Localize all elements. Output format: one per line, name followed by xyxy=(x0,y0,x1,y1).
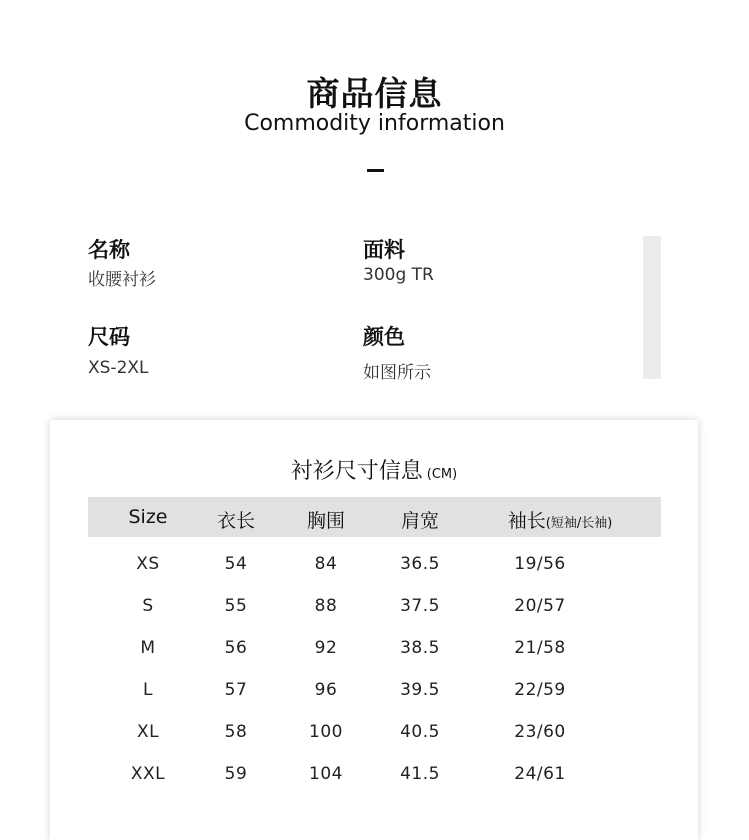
size-table-card xyxy=(50,420,698,840)
th-size-text: Size xyxy=(128,506,168,528)
table-row xyxy=(50,680,698,710)
table-cell: 57 xyxy=(224,680,248,700)
table-row xyxy=(50,554,698,584)
table-cell: 24/61 xyxy=(514,764,566,784)
table-cell: 37.5 xyxy=(400,596,440,616)
table-cell: 36.5 xyxy=(400,554,440,574)
table-cell: XS xyxy=(136,554,160,574)
table-cell: 20/57 xyxy=(514,596,566,616)
spec-name-value: 收腰衬衫 xyxy=(88,270,156,290)
size-table-header xyxy=(88,497,661,537)
table-cell: 19/56 xyxy=(514,554,566,574)
table-cell: 100 xyxy=(309,722,343,742)
th-shoulder-text: 肩宽 xyxy=(400,510,440,532)
size-table-title xyxy=(50,454,698,485)
table-cell: 23/60 xyxy=(514,722,566,742)
th-size xyxy=(128,506,167,528)
table-cell: 96 xyxy=(314,680,338,700)
th-length-text: 衣长 xyxy=(216,510,256,532)
table-cell: 38.5 xyxy=(400,638,440,658)
spec-fabric-label: 面料 xyxy=(363,238,405,262)
table-cell: 84 xyxy=(314,554,338,574)
table-cell: XL xyxy=(136,722,160,742)
table-cell: 21/58 xyxy=(514,638,566,658)
table-cell: 54 xyxy=(224,554,248,574)
th-sleeve xyxy=(508,506,613,533)
table-cell: 40.5 xyxy=(400,722,440,742)
spec-color-value: 如图所示 xyxy=(363,363,431,383)
size-table-title-text: 衬衫尺寸信息 xyxy=(290,459,423,484)
table-cell: S xyxy=(142,596,154,616)
table-cell: 59 xyxy=(224,764,248,784)
table-cell: 41.5 xyxy=(400,764,440,784)
table-row xyxy=(50,764,698,794)
th-chest xyxy=(307,506,345,533)
table-row xyxy=(50,596,698,626)
table-row xyxy=(50,638,698,668)
table-cell: 58 xyxy=(224,722,248,742)
th-length xyxy=(217,506,255,533)
page-title: 商品信息 xyxy=(306,74,443,113)
th-shoulder xyxy=(401,506,439,533)
table-cell: XXL xyxy=(130,764,166,784)
scrollbar[interactable] xyxy=(643,236,661,379)
table-cell: 104 xyxy=(309,764,343,784)
title-divider xyxy=(367,169,384,172)
spec-name-label: 名称 xyxy=(88,238,130,262)
spec-fabric-value: 300g TR xyxy=(363,265,434,285)
spec-color-label: 颜色 xyxy=(363,325,405,349)
table-cell: L xyxy=(143,680,153,700)
th-chest-text: 胸围 xyxy=(306,510,346,532)
spec-size-value: XS-2XL xyxy=(88,358,149,378)
table-cell: 56 xyxy=(224,638,248,658)
table-cell: 22/59 xyxy=(514,680,566,700)
table-cell: 55 xyxy=(224,596,248,616)
table-cell: 39.5 xyxy=(400,680,440,700)
spec-size-label: 尺码 xyxy=(88,325,130,349)
th-sleeve-note: (短袖/长袖) xyxy=(545,516,613,531)
table-cell: M xyxy=(140,638,156,658)
th-sleeve-text: 袖长 xyxy=(507,510,546,532)
table-row xyxy=(50,722,698,752)
size-table-unit: (CM) xyxy=(426,467,458,482)
table-cell: 88 xyxy=(314,596,338,616)
page-subtitle: Commodity information xyxy=(244,111,505,136)
table-cell: 92 xyxy=(314,638,338,658)
